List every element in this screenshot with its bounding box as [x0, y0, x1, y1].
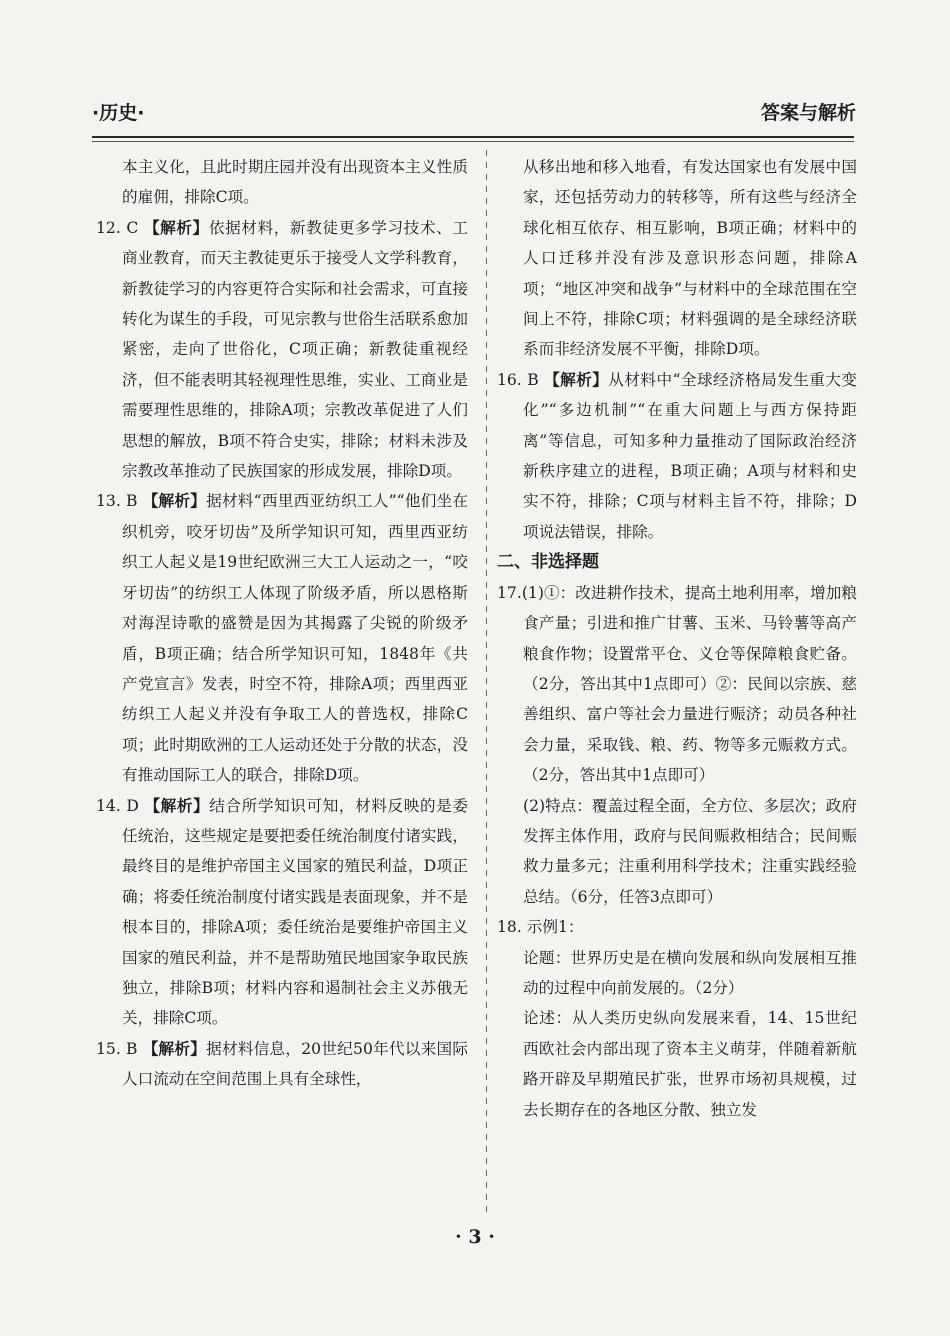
answer-17-number: 17.	[497, 583, 522, 602]
answer-18-number: 18.	[497, 918, 522, 937]
page-number: · 3 ·	[455, 1226, 495, 1248]
answer-17-part2: (2)特点：覆盖过程全面，全方位、多层次；政府发挥主体作用，政府与民间赈救相结合；民间赈救力量多元；注重利用科学技术；注重实践经验总结。（6分，任答3点即可）	[523, 796, 857, 906]
answer-12	[96, 213, 468, 487]
answer-12-tag: 【解析】	[143, 218, 209, 237]
answer-16-tag: 【解析】	[544, 370, 609, 389]
answer-13	[96, 486, 468, 790]
section-title-non-choice: 二、非选择题	[497, 552, 599, 573]
answer-16-text: 从材料中“全球经济格局发生重大变化”“多边机制”“在重大问题上与西方保持距离”等信息，可知多种力量推动了国际政治经济新秩序建立的进程，B项正确；A项与材料和史实不符，排除；C项与材料主旨不符，排除；D项说法错误，排除。	[523, 370, 857, 541]
answer-15	[96, 1034, 468, 1095]
answer-15-number: 15. B	[96, 1039, 138, 1058]
answer-18-thesis: 论题：世界历史是在横向发展和纵向发展相互推动的过程中向前发展的。（2分）	[523, 948, 857, 997]
answer-15-tag: 【解析】	[142, 1039, 207, 1058]
answer-18-argument: 论述：从人类历史纵向发展来看，14、15世纪西欧社会内部出现了资本主义萌芽，伴随着新航路开辟及早期殖民扩张，世界市场初具规模，过去长期存在的各地区分散、独立发	[523, 1009, 857, 1119]
q15-continuation: 从移出地和移入地看，有发达国家也有发展中国家，还包括劳动力的转移等，所有这些与经济全球化相互依存、相互影响，B项正确；材料中的人口迁移并没有涉及意识形态问题，排除A项；“地区冲突和战争”与材料中的全球范围在空间上不符，排除C项；材料强调的是全球经济联系而非经济发展不平衡，排除D项。	[523, 158, 857, 359]
header-rule	[92, 136, 854, 138]
left-column	[96, 152, 468, 1095]
answer-16	[497, 365, 857, 547]
answer-16-number: 16. B	[497, 370, 539, 389]
answer-14-text: 结合所学知识可知，材料反映的是委任统治，这些规定是要把委任统治制度付诸实践，最终目的是维护帝国主义国家的殖民利益，D项正确；将委任统治制度付诸实践是表面现象，并不是根本目的，排除A项；委任统治是要维护帝国主义国家的殖民利益，并不是帮助殖民地国家争取民族独立，排除B项；材料内容和遏制社会主义苏俄无关，排除C项。	[122, 796, 468, 1028]
answer-17	[497, 578, 857, 791]
column-divider	[486, 150, 487, 1216]
answer-12-number: 12. C	[96, 218, 139, 237]
right-column	[497, 152, 857, 1125]
answer-14	[96, 791, 468, 1034]
answer-13-tag: 【解析】	[142, 492, 207, 511]
answer-13-text: 据材料“西里西亚纺织工人”“他们坐在织机旁，咬牙切齿”及所学知识可知，西里西亚纺织工人起义是19世纪欧洲三大工人运动之一，“咬牙切齿”的纺织工人体现了阶级矛盾，所以恩格斯对海涅诗歌的盛赞是因为其揭露了尖锐的阶级矛盾，B项正确；结合所学知识可知，1848年《共产党宣言》发表，时空不符，排除A项；西里西亚纺织工人起义并没有争取工人的普选权，排除C项；此时期欧洲的工人运动还处于分散的状态，没有推动国际工人的联合，排除D项。	[122, 492, 469, 785]
header-subject: ·历史·	[92, 102, 145, 124]
answer-12-text: 依据材料，新教徒更多学习技术、工商业教育，而天主教徒更乐于接受人文学科教育，新教徒学习的内容更符合实际和社会需求，可直接转化为谋生的手段，可见宗教与世俗生活联系愈加紧密，走向了世俗化，C项正确；新教徒重视经济，但不能表明其轻视理性思维，实业、工商业是需要理性思维的，排除A项；宗教改革促进了人们思想的解放，B项不符合史实，排除；材料未涉及宗教改革推动了民族国家的形成发展，排除D项。	[122, 218, 468, 481]
header-rule-thin	[92, 141, 854, 142]
answer-17-part1: (1)①：改进耕作技术，提高土地利用率，增加粮食产量；引进和推广甘薯、玉米、马铃薯等高产粮食作物；设置常平仓、义仓等保障粮食贮备。（2分，答出其中1点即可）②：民间以宗族、慈善组织、富户等社会力量进行赈济；动员各种社会力量，采取钱、粮、药、物等多元赈救方式。（2分，答出其中1点即可）	[521, 583, 857, 785]
header-section: 答案与解析	[760, 102, 856, 124]
answer-18	[497, 912, 857, 942]
q11-continuation: 本主义化，且此时期庄园并没有出现资本主义性质的雇佣，排除C项。	[122, 158, 468, 207]
answer-14-tag: 【解析】	[144, 796, 210, 815]
answer-18-example: 示例1：	[526, 918, 584, 937]
answer-14-number: 14. D	[96, 796, 139, 815]
answer-13-number: 13. B	[96, 492, 138, 511]
answer-15-text: 据材料信息，20世纪50年代以来国际人口流动在空间范围上具有全球性，	[122, 1039, 468, 1089]
